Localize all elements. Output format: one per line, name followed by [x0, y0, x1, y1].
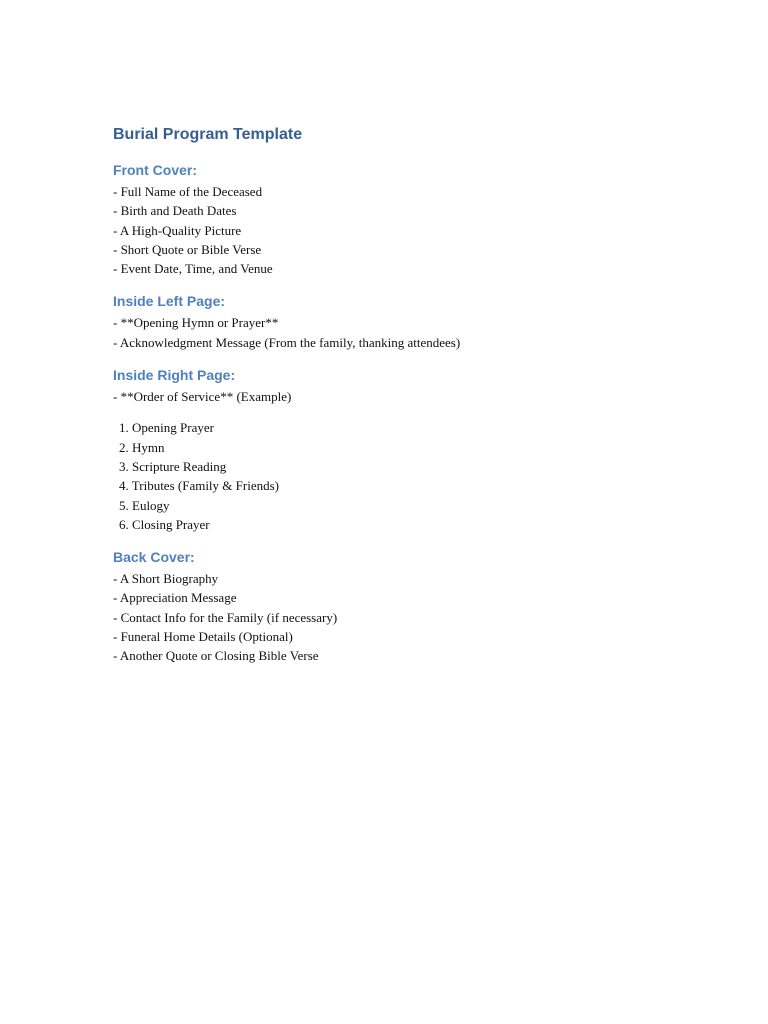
ordered-list-item: 2. Hymn [119, 439, 165, 455]
list-item: - Funeral Home Details (Optional) [113, 629, 293, 645]
ordered-list-item: 3. Scripture Reading [119, 458, 227, 474]
list-item: - A Short Biography [113, 571, 219, 587]
section-back-cover [113, 547, 673, 665]
document-page [113, 124, 673, 679]
section-inside-left-page [113, 291, 673, 352]
ordered-list-item: 6. Closing Prayer [119, 516, 210, 532]
list-item: - Short Quote or Bible Verse [113, 241, 262, 257]
ordered-list-item: 1. Opening Prayer [119, 420, 214, 436]
list-item: - Event Date, Time, and Venue [113, 261, 273, 277]
ordered-list-item: 4. Tributes (Family & Friends) [119, 478, 279, 494]
order-of-service-list [119, 418, 673, 534]
section-front-cover [113, 160, 673, 278]
list-item: - Contact Info for the Family (if necessary) [113, 609, 338, 625]
section-heading: Back Cover: [113, 549, 195, 566]
list-item: - Appreciation Message [113, 590, 237, 606]
document-title: Burial Program Template [113, 126, 303, 143]
list-item: - **Opening Hymn or Prayer** [113, 315, 279, 331]
section-heading: Front Cover: [113, 162, 197, 178]
ordered-list-item: 5. Eulogy [119, 497, 170, 513]
list-item: - **Order of Service** (Example) [113, 389, 292, 405]
list-item: - Another Quote or Closing Bible Verse [113, 648, 319, 664]
section-inside-right-page [113, 365, 673, 534]
section-heading: Inside Right Page: [113, 367, 236, 384]
list-item: - Birth and Death Dates [113, 203, 237, 219]
list-item: - Full Name of the Deceased [113, 184, 263, 199]
section-heading: Inside Left Page: [113, 293, 226, 310]
list-item: - A High-Quality Picture [113, 222, 242, 238]
list-item: - Acknowledgment Message (From the family, thanking attendees) [113, 334, 461, 350]
